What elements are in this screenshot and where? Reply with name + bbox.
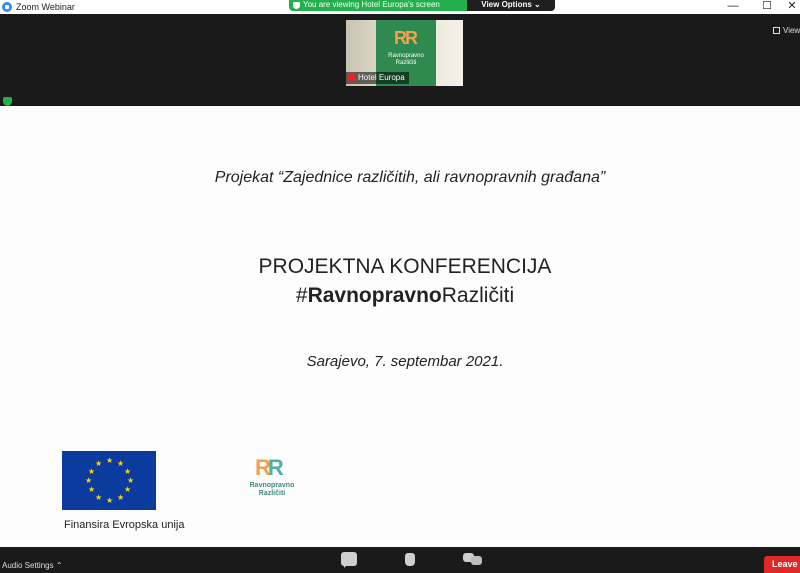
leave-button[interactable]: Leave: [764, 556, 800, 573]
shared-slide: [0, 106, 800, 547]
view-layout-label: View: [783, 26, 800, 35]
logo-text-line2: Različiti: [258, 490, 286, 497]
maximize-button[interactable]: ☐: [762, 0, 772, 12]
ravnopravno-razliciti-logo: [244, 456, 300, 500]
zoom-app-icon: [2, 2, 12, 12]
grid-icon: [773, 27, 780, 34]
view-options-button[interactable]: View Options ⌄: [467, 0, 555, 11]
participant-video[interactable]: [346, 20, 463, 86]
hashtag-prefix: #: [295, 284, 308, 307]
mic-muted-icon: [348, 73, 355, 81]
security-shield-icon[interactable]: [3, 97, 12, 106]
eu-flag: ★ ★ ★ ★ ★ ★ ★ ★ ★ ★ ★ ★: [62, 451, 156, 510]
hashtag-bold: Ravnopravno: [307, 284, 442, 307]
q-and-a-icon[interactable]: [463, 552, 483, 566]
slide-date: Sarajevo, 7. septembar 2021.: [306, 353, 504, 370]
view-layout-button[interactable]: [773, 26, 800, 35]
logo-text-line1: Ravnopravno: [249, 482, 295, 489]
banner-text: Ravnopravno Različiti: [388, 53, 424, 66]
logo-mark-right: R: [267, 455, 281, 480]
logo-mark: [255, 456, 281, 480]
participant-name: Hotel Europa: [358, 73, 405, 82]
share-status-text: You are viewing Hotel Europa's screen: [303, 0, 440, 9]
hashtag-rest: Različiti: [441, 284, 515, 307]
window-title: Zoom Webinar: [16, 2, 75, 12]
minimize-button[interactable]: —: [727, 0, 739, 12]
eu-funding-caption: Finansira Evropska unija: [64, 519, 185, 531]
slide-conference-title: PROJEKTNA KONFERENCIJA: [258, 255, 552, 278]
screen-share-bar: [289, 0, 555, 11]
raise-hand-icon[interactable]: [402, 552, 418, 566]
slide-subtitle: Projekat “Zajednice različitih, ali ravnopravnih građana”: [214, 169, 606, 186]
banner-logo: RR: [394, 28, 416, 48]
slide-hashtag: [0, 284, 800, 308]
logo-mark-left: R: [255, 455, 268, 480]
chat-icon[interactable]: [341, 552, 357, 566]
shield-icon: [293, 2, 300, 9]
close-window-button[interactable]: ✕: [787, 0, 797, 12]
audio-settings-button[interactable]: Audio Settings ⌃: [2, 561, 63, 570]
participant-name-tag: [346, 72, 409, 84]
share-status: [289, 0, 467, 11]
meeting-toolbar: [0, 547, 800, 573]
